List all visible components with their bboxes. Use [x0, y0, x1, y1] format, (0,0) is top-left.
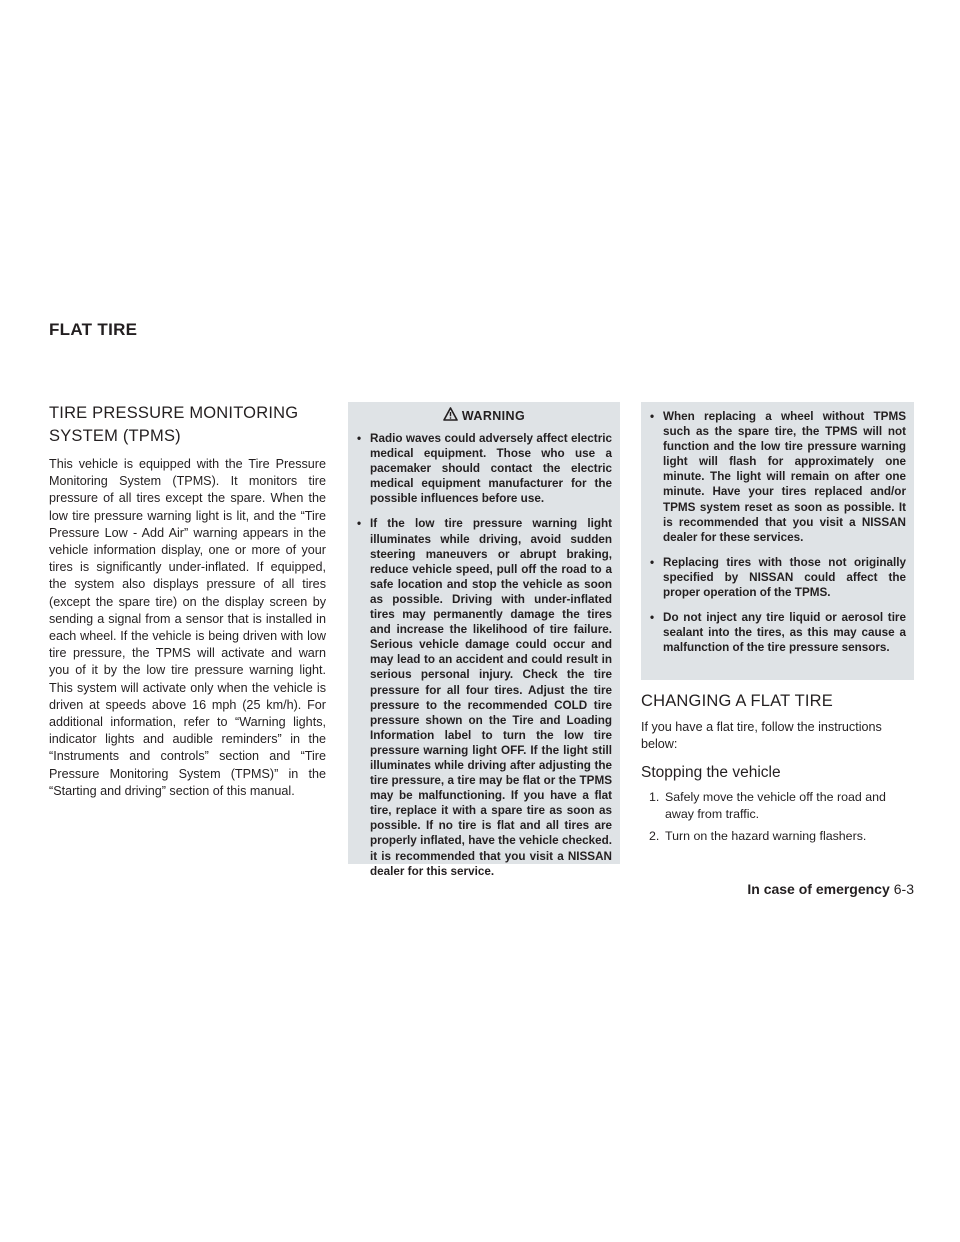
warning-list: [356, 431, 612, 879]
column-middle: [348, 402, 620, 878]
column-right: [641, 402, 914, 850]
warning-item: • Do not inject any tire liquid or aerosol tire sealant into the tires, as this may cause a malfunction of the tire pressure sensors.: [649, 610, 906, 655]
warning-triangle-icon: [443, 407, 462, 424]
step-item: 1. Safely move the vehicle off the road and away from traffic.: [649, 790, 886, 822]
warning-box: [348, 402, 620, 878]
warning-box-continued: [641, 402, 914, 680]
tpms-heading: TIRE PRESSURE MONITORING SYSTEM (TPMS): [49, 404, 299, 445]
warning-item: • When replacing a wheel without TPMS such as the spare tire, the TPMS will not function and the low tire pressure warning light will flash for approximately one minute. The light will remain on after one minute. Have your tires replaced and/or TPMS system reset as soon as possible. It is recommended that you visit a NISSAN dealer for these services.: [649, 409, 906, 545]
warning-list: [649, 409, 906, 655]
tpms-body: This vehicle is equipped with the Tire Pressure Monitoring System (TPMS). It monitors tire pressure of all tires except the spare. When the low tire pressure warning light is lit, and the “Tire Pressure Low - Add Air” warning appears in the vehicle information display, one or more of your tires is significantly under-inflated. If equipped, the system also displays pressure of all tires (except the spare tire) on the display screen by sending a signal from a sensor that is installed in each wheel. If the vehicle is being driven with low tire pressure, the TPMS will activate and warn you of it by the low tire pressure warning light. This system will activate only when the vehicle is driven at speeds above 16 mph (25 km/h). For additional information, refer to “Warning lights, indicator lights and audible reminders” in the “Instruments and controls” section and “Tire Pressure Monitoring System (TPMS)” in the “Starting and driving” section of this manual.: [49, 457, 326, 798]
steps-list: [641, 789, 914, 845]
warning-title: WARNING: [461, 408, 526, 423]
warning-item: • Radio waves could adversely affect electric medical equipment. Those who use a pacemaker should contact the electric medical equipment manufacturer for the possible influences before use.: [356, 431, 612, 506]
changing-body: If you have a flat tire, follow the instructions below:: [641, 720, 882, 752]
stopping-subheading: Stopping the vehicle: [641, 764, 781, 782]
warning-header: [356, 402, 612, 431]
section-title: FLAT TIRE: [49, 320, 138, 339]
step-item: 2. Turn on the hazard warning flashers.: [649, 829, 867, 844]
page-footer: [747, 881, 914, 897]
warning-item: • Replacing tires with those not originally specified by NISSAN could affect the proper operation of the TPMS.: [649, 555, 906, 600]
column-left: [49, 402, 326, 800]
chapter-title: In case of emergency: [747, 881, 890, 897]
changing-heading: CHANGING A FLAT TIRE: [641, 692, 833, 710]
page-number: 6-3: [893, 881, 914, 897]
warning-item: • If the low tire pressure warning light illuminates while driving, avoid sudden steering maneuvers or abrupt braking, reduce vehicle speed, pull off the road to a safe location and stop the vehicle as soon as possible. Driving with under-inflated tires may permanently damage the tires and increase the likelihood of tire failure. Serious vehicle damage could occur and may lead to an accident and could result in serious personal injury. Check the tire pressure for all four tires. Adjust the tire pressure to the recommended COLD tire pressure shown on the Tire and Loading Information label to turn the low tire pressure warning light OFF. If the light still illuminates while driving after adjusting the tire pressure, a tire may be flat or the TPMS may be malfunctioning. If you have a flat tire, replace it with a spare tire as soon as possible. If no tire is flat and all tires are properly inflated, have the vehicle checked. it is recommended that you visit a NISSAN dealer for this service.: [356, 516, 612, 878]
